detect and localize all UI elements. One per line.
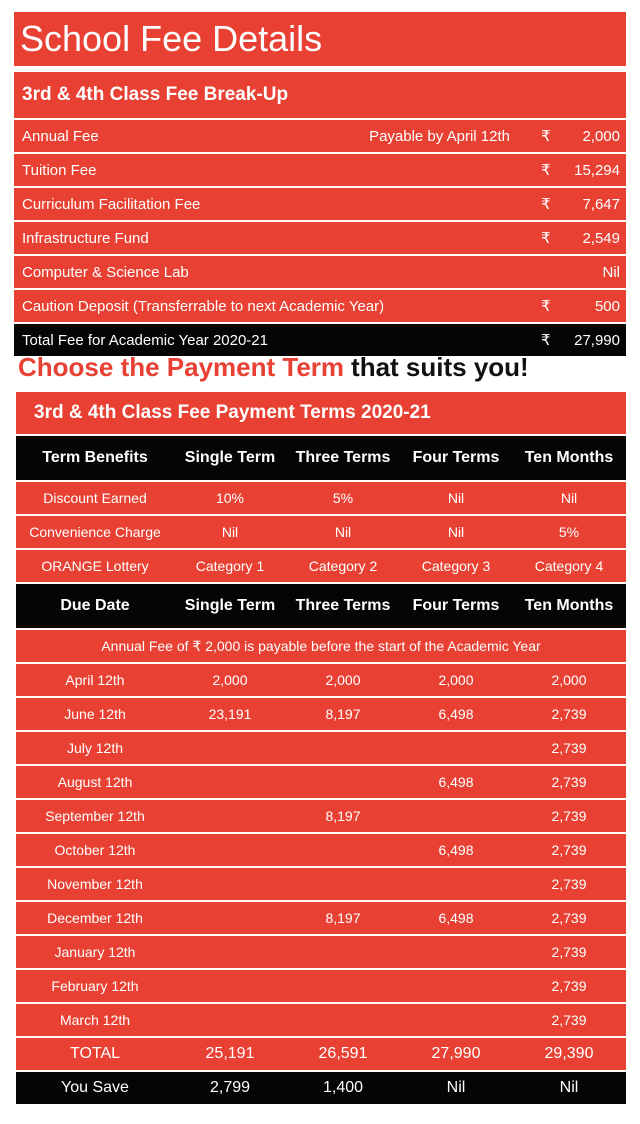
cell: 8,197	[325, 706, 361, 722]
cell: 10%	[215, 490, 245, 506]
cell: 6,498	[438, 706, 474, 722]
cell: January 12th	[54, 944, 136, 960]
col-header: Due Date	[60, 597, 130, 614]
fee-amount: 15,294	[574, 161, 620, 179]
table-row	[16, 834, 626, 866]
total-label: Total Fee for Academic Year 2020-21	[22, 331, 268, 349]
cell: Category 1	[195, 558, 265, 574]
rupee-symbol: ₹	[541, 332, 551, 349]
table-row	[14, 154, 626, 186]
page-title: School Fee Details	[14, 12, 626, 66]
cell: 2,000	[438, 672, 474, 688]
terms-header: 3rd & 4th Class Fee Payment Terms 2020-21	[16, 392, 626, 434]
cell: 2,000	[212, 672, 248, 688]
table-row	[14, 290, 626, 322]
cell: 2,739	[551, 978, 587, 994]
cell: 5%	[332, 490, 354, 506]
table-row	[16, 732, 626, 764]
cell: Convenience Charge	[29, 524, 161, 540]
cell: 6,498	[438, 910, 474, 926]
cell: Nil	[447, 524, 465, 540]
table-row	[16, 936, 626, 968]
cell: June 12th	[64, 706, 126, 722]
due-column-header	[16, 584, 626, 628]
fee-amount: Nil	[602, 263, 620, 281]
fee-label: Curriculum Facilitation Fee	[22, 195, 201, 213]
col-header: Ten Months	[524, 449, 614, 466]
cell: 29,390	[544, 1045, 594, 1062]
col-header: Four Terms	[412, 449, 500, 466]
table-row	[16, 970, 626, 1002]
col-header: Single Term	[184, 597, 276, 614]
fee-amount: 7,647	[582, 195, 620, 213]
tagline	[18, 350, 628, 384]
cell: September 12th	[45, 808, 145, 824]
cell: ORANGE Lottery	[41, 558, 149, 574]
cell: March 12th	[59, 1012, 131, 1028]
cell: 8,197	[325, 808, 361, 824]
tagline-rest: that suits you!	[351, 351, 529, 382]
cell: 2,739	[551, 740, 587, 756]
table-row	[16, 902, 626, 934]
rupee-symbol: ₹	[541, 298, 551, 315]
cell: Discount Earned	[43, 490, 147, 506]
cell: December 12th	[47, 910, 143, 926]
fee-label: Tuition Fee	[22, 161, 97, 179]
cell: Nil	[447, 490, 465, 506]
cell: 2,739	[551, 706, 587, 722]
benefits-column-header	[16, 436, 626, 480]
table-row	[14, 188, 626, 220]
table-row	[16, 800, 626, 832]
cell: 27,990	[431, 1045, 481, 1062]
cell: TOTAL	[69, 1045, 121, 1062]
cell: 2,739	[551, 842, 587, 858]
cell: 2,739	[551, 876, 587, 892]
cell: Nil	[446, 1079, 466, 1096]
savings-row	[16, 1072, 626, 1104]
rupee-symbol: ₹	[541, 230, 551, 247]
table-row	[16, 1004, 626, 1036]
breakup-header: 3rd & 4th Class Fee Break-Up	[14, 72, 626, 118]
cell: Nil	[560, 490, 578, 506]
total-amount: 27,990	[574, 331, 620, 349]
cell: February 12th	[51, 978, 139, 994]
table-row	[16, 698, 626, 730]
cell: Category 4	[534, 558, 604, 574]
cell: Nil	[559, 1079, 579, 1096]
fee-label: Infrastructure Fund	[22, 229, 149, 247]
cell: 1,400	[322, 1079, 364, 1096]
cell: 5%	[558, 524, 580, 540]
cell: August 12th	[57, 774, 133, 790]
cell: 2,799	[209, 1079, 251, 1096]
cell: 23,191	[208, 706, 252, 722]
annual-fee-notice: Annual Fee of ₹ 2,000 is payable before the start of the Academic Year	[16, 630, 626, 662]
cell: April 12th	[65, 672, 125, 688]
cell: 2,000	[551, 672, 587, 688]
payment-terms-table	[16, 392, 626, 1104]
col-header: Term Benefits	[42, 449, 148, 466]
cell: You Save	[61, 1079, 129, 1096]
total-row	[16, 1038, 626, 1070]
cell: Nil	[334, 524, 352, 540]
table-row	[14, 256, 626, 288]
cell: 6,498	[438, 842, 474, 858]
table-row	[16, 766, 626, 798]
cell: 2,739	[551, 910, 587, 926]
cell: July 12th	[66, 740, 124, 756]
cell: November 12th	[47, 876, 143, 892]
fee-note: Payable by April 12th	[369, 127, 510, 145]
cell: 6,498	[438, 774, 474, 790]
col-header: Three Terms	[295, 449, 391, 466]
cell: 26,591	[318, 1045, 368, 1062]
table-row	[16, 550, 626, 582]
table-row	[16, 482, 626, 514]
cell: 25,191	[205, 1045, 255, 1062]
fee-amount: 2,549	[582, 229, 620, 247]
col-header: Ten Months	[524, 597, 614, 614]
cell: 2,739	[551, 808, 587, 824]
fee-label: Computer & Science Lab	[22, 263, 189, 281]
tagline-highlight: Choose the Payment Term	[18, 351, 345, 382]
cell: 2,739	[551, 774, 587, 790]
cell: Nil	[221, 524, 239, 540]
table-row	[16, 516, 626, 548]
cell: Category 3	[421, 558, 491, 574]
cell: October 12th	[54, 842, 136, 858]
cell: Category 2	[308, 558, 378, 574]
table-row	[16, 868, 626, 900]
fee-breakup-table	[14, 72, 626, 356]
fee-amount: 500	[594, 297, 620, 315]
fee-label: Caution Deposit (Transferrable to next Academic Year)	[22, 297, 385, 315]
cell: 8,197	[325, 910, 361, 926]
table-row	[14, 222, 626, 254]
cell: 2,739	[551, 944, 587, 960]
fee-amount: 2,000	[582, 127, 620, 145]
table-row	[16, 664, 626, 696]
fee-label: Annual Fee	[22, 127, 99, 145]
cell: 2,000	[325, 672, 361, 688]
col-header: Four Terms	[412, 597, 500, 614]
rupee-symbol: ₹	[541, 196, 551, 213]
cell: 2,739	[551, 1012, 587, 1028]
table-row	[14, 120, 626, 152]
rupee-symbol: ₹	[541, 162, 551, 179]
col-header: Three Terms	[295, 597, 391, 614]
col-header: Single Term	[184, 449, 276, 466]
rupee-symbol: ₹	[541, 128, 551, 145]
